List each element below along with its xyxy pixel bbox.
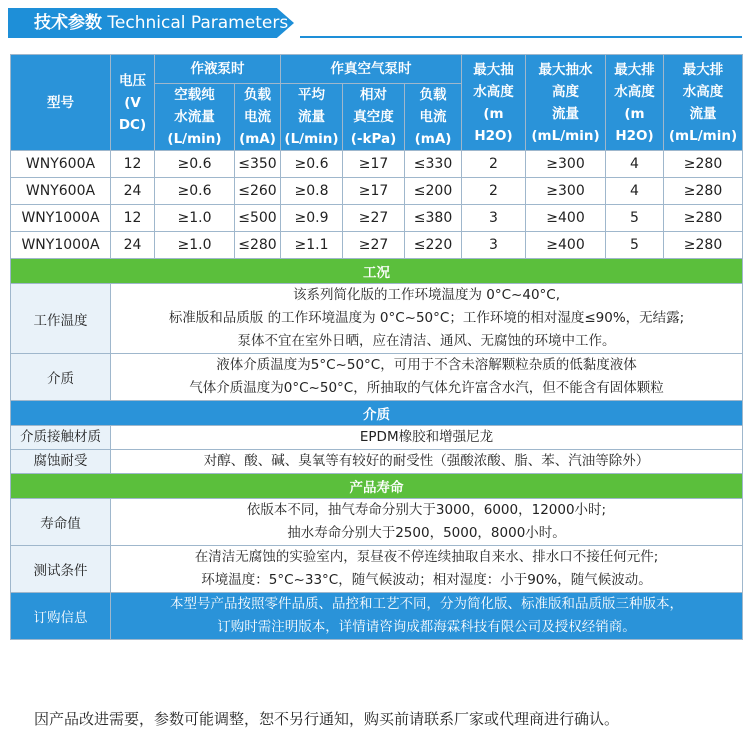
table-cell: 产品寿命 bbox=[11, 474, 743, 499]
table-row bbox=[11, 178, 743, 205]
value-working-temperature: 该系列简化版的工作环境温度为 0°C~40°C, 标准版和品质版 的工作环境温度为 0°C~50°C；工作环境的相对湿度≤90%，无结露; 泵体不宜在室外日晒，应在清洁、通风、无腐蚀的环境中工作。 bbox=[111, 284, 743, 354]
header-row-1 bbox=[11, 55, 743, 84]
table-cell: 3 bbox=[462, 205, 526, 232]
table-cell: ≥0.9 bbox=[281, 205, 343, 232]
value-lifetime: 依版本不同，抽气寿命分别大于3000，6000，12000小时; 抽水寿命分别大于2500，5000，8000小时。 bbox=[111, 499, 743, 546]
table-cell: 4 bbox=[606, 178, 664, 205]
table-cell: 4 bbox=[606, 151, 664, 178]
col-max-discharge-height: 最大排 水高度 (m H2O) bbox=[606, 55, 664, 151]
col-load-current-liquid: 负载 电流 (mA) bbox=[235, 84, 281, 151]
table-cell: ≥0.6 bbox=[155, 151, 235, 178]
table-cell: WNY600A bbox=[11, 151, 111, 178]
table-cell: ≤280 bbox=[235, 232, 281, 259]
col-group-vacuum: 作真空气泵时 bbox=[281, 55, 462, 84]
table-cell: ≥400 bbox=[526, 232, 606, 259]
table-cell: ≥17 bbox=[343, 178, 405, 205]
col-max-discharge-flow: 最大排 水高度 流量 (mL/min) bbox=[664, 55, 743, 151]
row-test-conditions bbox=[11, 546, 743, 593]
table-cell: 12 bbox=[111, 151, 155, 178]
col-idle-flow: 空载纯 水流量 (L/min) bbox=[155, 84, 235, 151]
table-cell: ≥280 bbox=[664, 151, 743, 178]
section-header-conditions bbox=[11, 259, 743, 284]
section-header-medium bbox=[11, 401, 743, 426]
col-load-current-vacuum: 负载 电流 (mA) bbox=[405, 84, 462, 151]
row-order-info bbox=[11, 593, 743, 640]
row-working-temperature bbox=[11, 284, 743, 354]
label-corrosion: 腐蚀耐受 bbox=[11, 450, 111, 474]
value-corrosion: 对醇、酸、碱、臭氧等有较好的耐受性（强酸浓酸、脂、苯、汽油等除外） bbox=[111, 450, 743, 474]
table-cell: ≤200 bbox=[405, 178, 462, 205]
table-cell: 3 bbox=[462, 232, 526, 259]
col-voltage: 电压 (V DC) bbox=[111, 55, 155, 151]
table-cell: ≤350 bbox=[235, 151, 281, 178]
table-cell: ≥1.0 bbox=[155, 205, 235, 232]
table-cell: ≤220 bbox=[405, 232, 462, 259]
table-cell: ≤380 bbox=[405, 205, 462, 232]
table-cell: 5 bbox=[606, 205, 664, 232]
table-row bbox=[11, 151, 743, 178]
table-cell: ≥0.8 bbox=[281, 178, 343, 205]
table-cell: 介质 bbox=[11, 401, 743, 426]
label-working-temperature: 工作温度 bbox=[11, 284, 111, 354]
table-cell: ≥0.6 bbox=[281, 151, 343, 178]
table-cell: ≥300 bbox=[526, 178, 606, 205]
col-vacuum: 相对 真空度 (-kPa) bbox=[343, 84, 405, 151]
label-lifetime: 寿命值 bbox=[11, 499, 111, 546]
page-title: 技术参数 Technical Parameters bbox=[34, 13, 289, 33]
col-model: 型号 bbox=[11, 55, 111, 151]
table-cell: ≥17 bbox=[343, 151, 405, 178]
row-contact-material bbox=[11, 426, 743, 450]
label-test-conditions: 测试条件 bbox=[11, 546, 111, 593]
row-lifetime bbox=[11, 499, 743, 546]
label-order-info: 订购信息 bbox=[11, 593, 111, 640]
table-cell: WNY600A bbox=[11, 178, 111, 205]
table-cell: ≥300 bbox=[526, 151, 606, 178]
table-cell: ≤500 bbox=[235, 205, 281, 232]
col-max-suction-height: 最大抽 水高度 (m H2O) bbox=[462, 55, 526, 151]
table-cell: ≥400 bbox=[526, 205, 606, 232]
table-cell: ≤260 bbox=[235, 178, 281, 205]
table-cell: 12 bbox=[111, 205, 155, 232]
table-cell: ≥280 bbox=[664, 232, 743, 259]
col-avg-flow: 平均 流量 (L/min) bbox=[281, 84, 343, 151]
table-row bbox=[11, 205, 743, 232]
table-cell: ≥1.1 bbox=[281, 232, 343, 259]
value-contact-material: EPDM橡胶和增强尼龙 bbox=[111, 426, 743, 450]
title-banner bbox=[0, 0, 750, 44]
value-order-info: 本型号产品按照零件品质、品控和工艺不同，分为简化版、标准版和品质版三种版本， 订购时需注明版本，详情请咨询成都海霖科技有限公司及授权经销商。 bbox=[111, 593, 743, 640]
label-contact-material: 介质接触材质 bbox=[11, 426, 111, 450]
footnote: 因产品改进需要，参数可能调整，恕不另行通知，购买前请联系厂家或代理商进行确认。 bbox=[34, 710, 620, 728]
table-cell: 工况 bbox=[11, 259, 743, 284]
row-medium bbox=[11, 354, 743, 401]
table-cell: 2 bbox=[462, 178, 526, 205]
table-row bbox=[11, 232, 743, 259]
table-cell: ≥27 bbox=[343, 232, 405, 259]
row-corrosion bbox=[11, 450, 743, 474]
col-max-suction-flow: 最大抽水 高度 流量 (mL/min) bbox=[526, 55, 606, 151]
table-cell: ≥27 bbox=[343, 205, 405, 232]
table-cell: 24 bbox=[111, 178, 155, 205]
section-header-lifetime bbox=[11, 474, 743, 499]
table-cell: ≥280 bbox=[664, 178, 743, 205]
table-cell: 24 bbox=[111, 232, 155, 259]
table-cell: ≤330 bbox=[405, 151, 462, 178]
table-cell: 5 bbox=[606, 232, 664, 259]
spec-table bbox=[10, 54, 743, 640]
table-cell: ≥280 bbox=[664, 205, 743, 232]
label-medium: 介质 bbox=[11, 354, 111, 401]
table-cell: ≥0.6 bbox=[155, 178, 235, 205]
table-cell: 2 bbox=[462, 151, 526, 178]
table-cell: ≥1.0 bbox=[155, 232, 235, 259]
col-group-liquid: 作液泵时 bbox=[155, 55, 281, 84]
title-underline bbox=[300, 36, 742, 38]
value-test-conditions: 在清洁无腐蚀的实验室内，泵昼夜不停连续抽取自来水、排水口不接任何元件; 环境温度：5°C~33°C，随气候波动；相对湿度：小于90%，随气候波动。 bbox=[111, 546, 743, 593]
table-cell: WNY1000A bbox=[11, 205, 111, 232]
table-cell: WNY1000A bbox=[11, 232, 111, 259]
value-medium: 液体介质温度为5°C~50°C，可用于不含未溶解颗粒杂质的低黏度液体 气体介质温度为0°C~50°C，所抽取的气体允许富含水汽，但不能含有固体颗粒 bbox=[111, 354, 743, 401]
